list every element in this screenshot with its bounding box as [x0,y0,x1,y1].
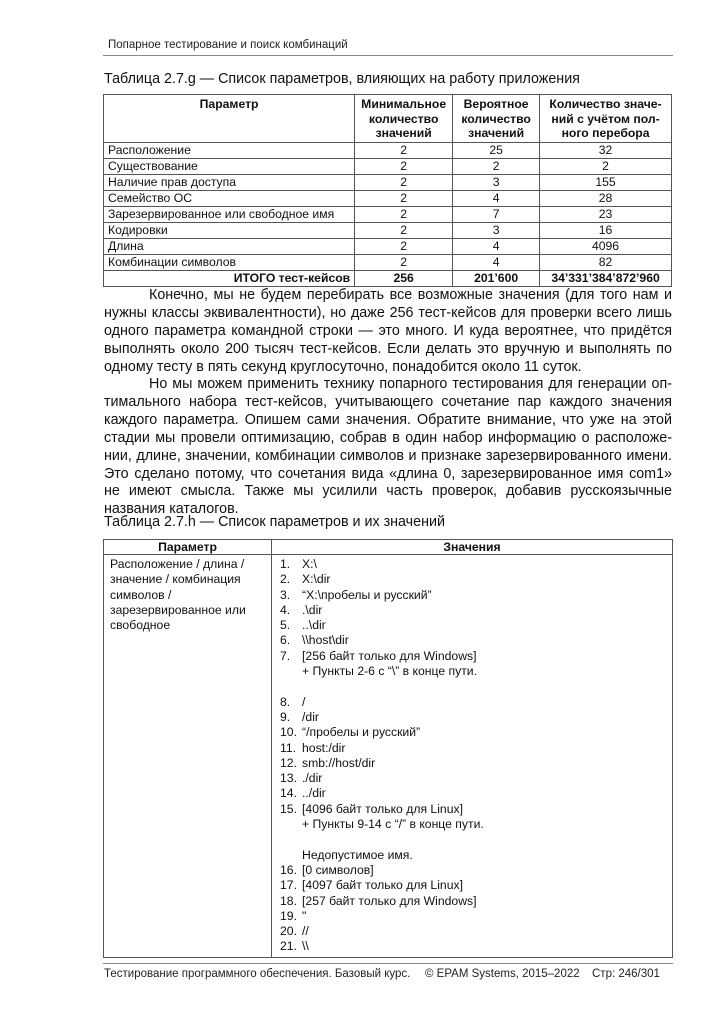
header-text: Вероятное [463,97,529,111]
list-item [280,695,666,710]
cell-param: Наличие прав доступа [104,174,355,190]
cell-param: Длина [104,238,355,254]
list-item-number: 6. [280,633,291,648]
cell-min: 2 [355,158,453,174]
table-row [104,142,672,158]
cell-min: 2 [355,142,453,158]
list-item-text: \\host\dir [302,633,349,648]
total-full: 34’331’384’872’960 [540,270,672,286]
list-item-number: 16. [280,862,297,877]
list-item-text: smb://host/dir [302,755,376,770]
cell-param: Расположение [104,142,355,158]
cell-likely: 4 [453,254,540,270]
list-item [280,909,666,924]
list-item-text: [0 символов] [302,862,374,877]
list-item [280,863,666,878]
header-text: ний с учётом пол- [551,111,660,126]
list-item [280,572,666,587]
list-item-number: 1. [280,557,291,571]
list-item [280,848,666,863]
footer-book-title: Тестирование программного обеспечения. Базовый курс. [104,968,411,980]
list-item-text: “X:\пробелы и русский” [302,587,432,602]
header-divider [103,55,673,56]
list-item [280,618,666,633]
cell-values [272,555,673,958]
total-label: ИТОГО тест-кейсов [104,270,355,286]
list-item-text: " [302,908,307,923]
cell-full: 28 [540,190,672,206]
list-item-text: // [302,924,309,939]
list-item-number: 17. [280,878,297,893]
list-item-text: ../dir [302,786,326,801]
cell-min: 2 [355,190,453,206]
footer-page-number: Стр: 246/301 [592,968,660,980]
cell-likely: 4 [453,190,540,206]
list-item-number: 14. [280,786,297,801]
total-min: 256 [355,270,453,286]
column-header-min-values [355,95,453,143]
cell-likely: 2 [453,158,540,174]
table-row [104,555,673,958]
list-item-text: .\dir [302,602,323,617]
list-item-text: [257 байт только для Windows] [302,893,477,908]
header-text: количество [368,111,439,126]
list-item [280,649,666,664]
list-item-number: 18. [280,893,297,908]
list-item [280,817,666,832]
table-total-row [104,270,672,286]
header-text: значений [468,126,525,140]
list-item-number: 7. [280,648,291,663]
body-paragraph-1 [104,287,672,377]
cell-min: 2 [355,206,453,222]
list-item [280,924,666,939]
list-item-text: + Пункты 2-6 с “\” в конце пути. [302,664,478,679]
list-item-number: 11. [280,740,297,755]
cell-min: 2 [355,222,453,238]
list-item-number: 3. [280,587,291,602]
header-text: значений [375,126,432,140]
list-item-text: /dir [302,709,319,724]
list-item-number: 10. [280,725,297,740]
list-item-text: ./dir [302,771,323,786]
table-row [104,174,672,190]
list-item-number: 12. [280,755,297,770]
list-item [280,786,666,801]
table-row [104,190,672,206]
cell-likely: 4 [453,238,540,254]
list-item [280,679,666,694]
list-item [280,771,666,786]
list-item [280,894,666,909]
parameter-values-table [103,539,673,958]
cell-min: 2 [355,238,453,254]
cell-param: Комбинации символов [104,254,355,270]
table-header-row [104,95,672,143]
cell-full: 82 [540,254,672,270]
list-item-text: [4096 байт только для Linux] [302,801,463,816]
cell-likely: 3 [453,222,540,238]
body-paragraph-2 [104,376,672,519]
table-row [104,206,672,222]
paragraph-text: Конечно, мы не будем перебирать все возможные значения (для того нам и нужны классы эквивалентности), но даже 256 тест-кейсов для проверки всего лишь одного параметра командной строки — это много. И куда вероятнее, что придётся выполнять около 200 тысяч тест-кейсов. Если делать это вручную и выполнять по одному тесту в пять секунд круглосуточно, понадобится около 11 суток. [104,287,672,375]
list-item [280,756,666,771]
values-list [280,557,666,955]
cell-param: Расположение / длина / значение / комбинация символов / зарезервированное или свободное [104,555,272,958]
list-item-text: [256 байт только для Windows] [302,648,477,663]
cell-full: 155 [540,174,672,190]
list-item-number: 5. [280,618,291,633]
cell-likely: 3 [453,174,540,190]
list-item-number: 8. [280,694,291,709]
table2-caption: Таблица 2.7.h — Список параметров и их значений [104,514,445,530]
cell-full: 23 [540,206,672,222]
list-item [280,939,666,954]
list-item-text: / [302,694,306,709]
header-text: Количество значе- [549,97,662,111]
table-row [104,254,672,270]
footer-divider [103,963,673,964]
list-item-text: Недопустимое имя. [302,847,413,862]
list-item-text: X:\ [302,557,317,571]
header-text: Минимальное [361,97,447,111]
total-likely: 201’600 [453,270,540,286]
column-header-full-values [540,95,672,143]
cell-min: 2 [355,174,453,190]
footer-copyright: © EPAM Systems, 2015–2022 [425,968,580,980]
list-item [280,588,666,603]
column-header-likely-values [453,95,540,143]
list-item-number: 20. [280,924,297,939]
list-item-text: + Пункты 9-14 с “/” в конце пути. [302,817,484,832]
list-item-number: 13. [280,771,297,786]
running-header: Попарное тестирование и поиск комбинаций [108,39,348,51]
column-header-values: Значения [272,540,673,555]
list-item [280,633,666,648]
cell-full: 32 [540,142,672,158]
table-row [104,222,672,238]
list-item-number: 15. [280,801,297,816]
header-text: количество [461,111,531,126]
table-header-row [104,540,673,555]
list-item [280,725,666,740]
list-item-text: [4097 байт только для Linux] [302,878,463,893]
list-item [280,603,666,618]
list-item-number: 19. [280,908,297,923]
header-text: ного перебора [561,126,650,140]
cell-likely: 25 [453,142,540,158]
list-item-text: \\ [302,939,309,954]
cell-param: Семейство ОС [104,190,355,206]
list-item-number: 21. [280,939,297,954]
cell-full: 16 [540,222,672,238]
list-item-number: 2. [280,572,291,587]
list-item-text: X:\dir [302,572,331,587]
cell-param: Кодировки [104,222,355,238]
parameters-table [103,94,672,287]
cell-full: 4096 [540,238,672,254]
list-item [280,557,666,572]
paragraph-text: Но мы можем применить технику попарного тестирования для генерации оп-тимального набора тест-кейсов, учитывающего сочетание пар каждого значения каждого параметра. Опишем сами значения. Обратите внимание, что уже на этой стадии мы провели оптимизацию, собрав в один набор информацию о расположе-нии, длине, значении, комбинации символов и признаке зарезервированного имени. Это сделано потому, что сочетания вида «длина 0, зарезервированное имя com1» не имеют смысла. Также мы усилили часть проверок, добавив русскоязычные названия каталогов. [104,376,672,518]
column-header-parameter [104,95,355,143]
header-text: Параметр [199,97,259,111]
list-item-number: 4. [280,602,291,617]
table-row [104,238,672,254]
list-item [280,832,666,847]
cell-min: 2 [355,254,453,270]
list-item [280,664,666,679]
list-item-text: host:/dir [302,740,346,755]
cell-param: Существование [104,158,355,174]
list-item-text: “/пробелы и русский” [302,725,421,740]
list-item [280,710,666,725]
list-item [280,741,666,756]
cell-param: Зарезервированное или свободное имя [104,206,355,222]
table1-caption: Таблица 2.7.g — Список параметров, влияющих на работу приложения [104,71,580,87]
column-header-parameter: Параметр [104,540,272,555]
list-item [280,878,666,893]
table-row [104,158,672,174]
list-item-text: ..\dir [302,618,326,633]
cell-likely: 7 [453,206,540,222]
list-item [280,802,666,817]
list-item-number: 9. [280,709,291,724]
cell-full: 2 [540,158,672,174]
